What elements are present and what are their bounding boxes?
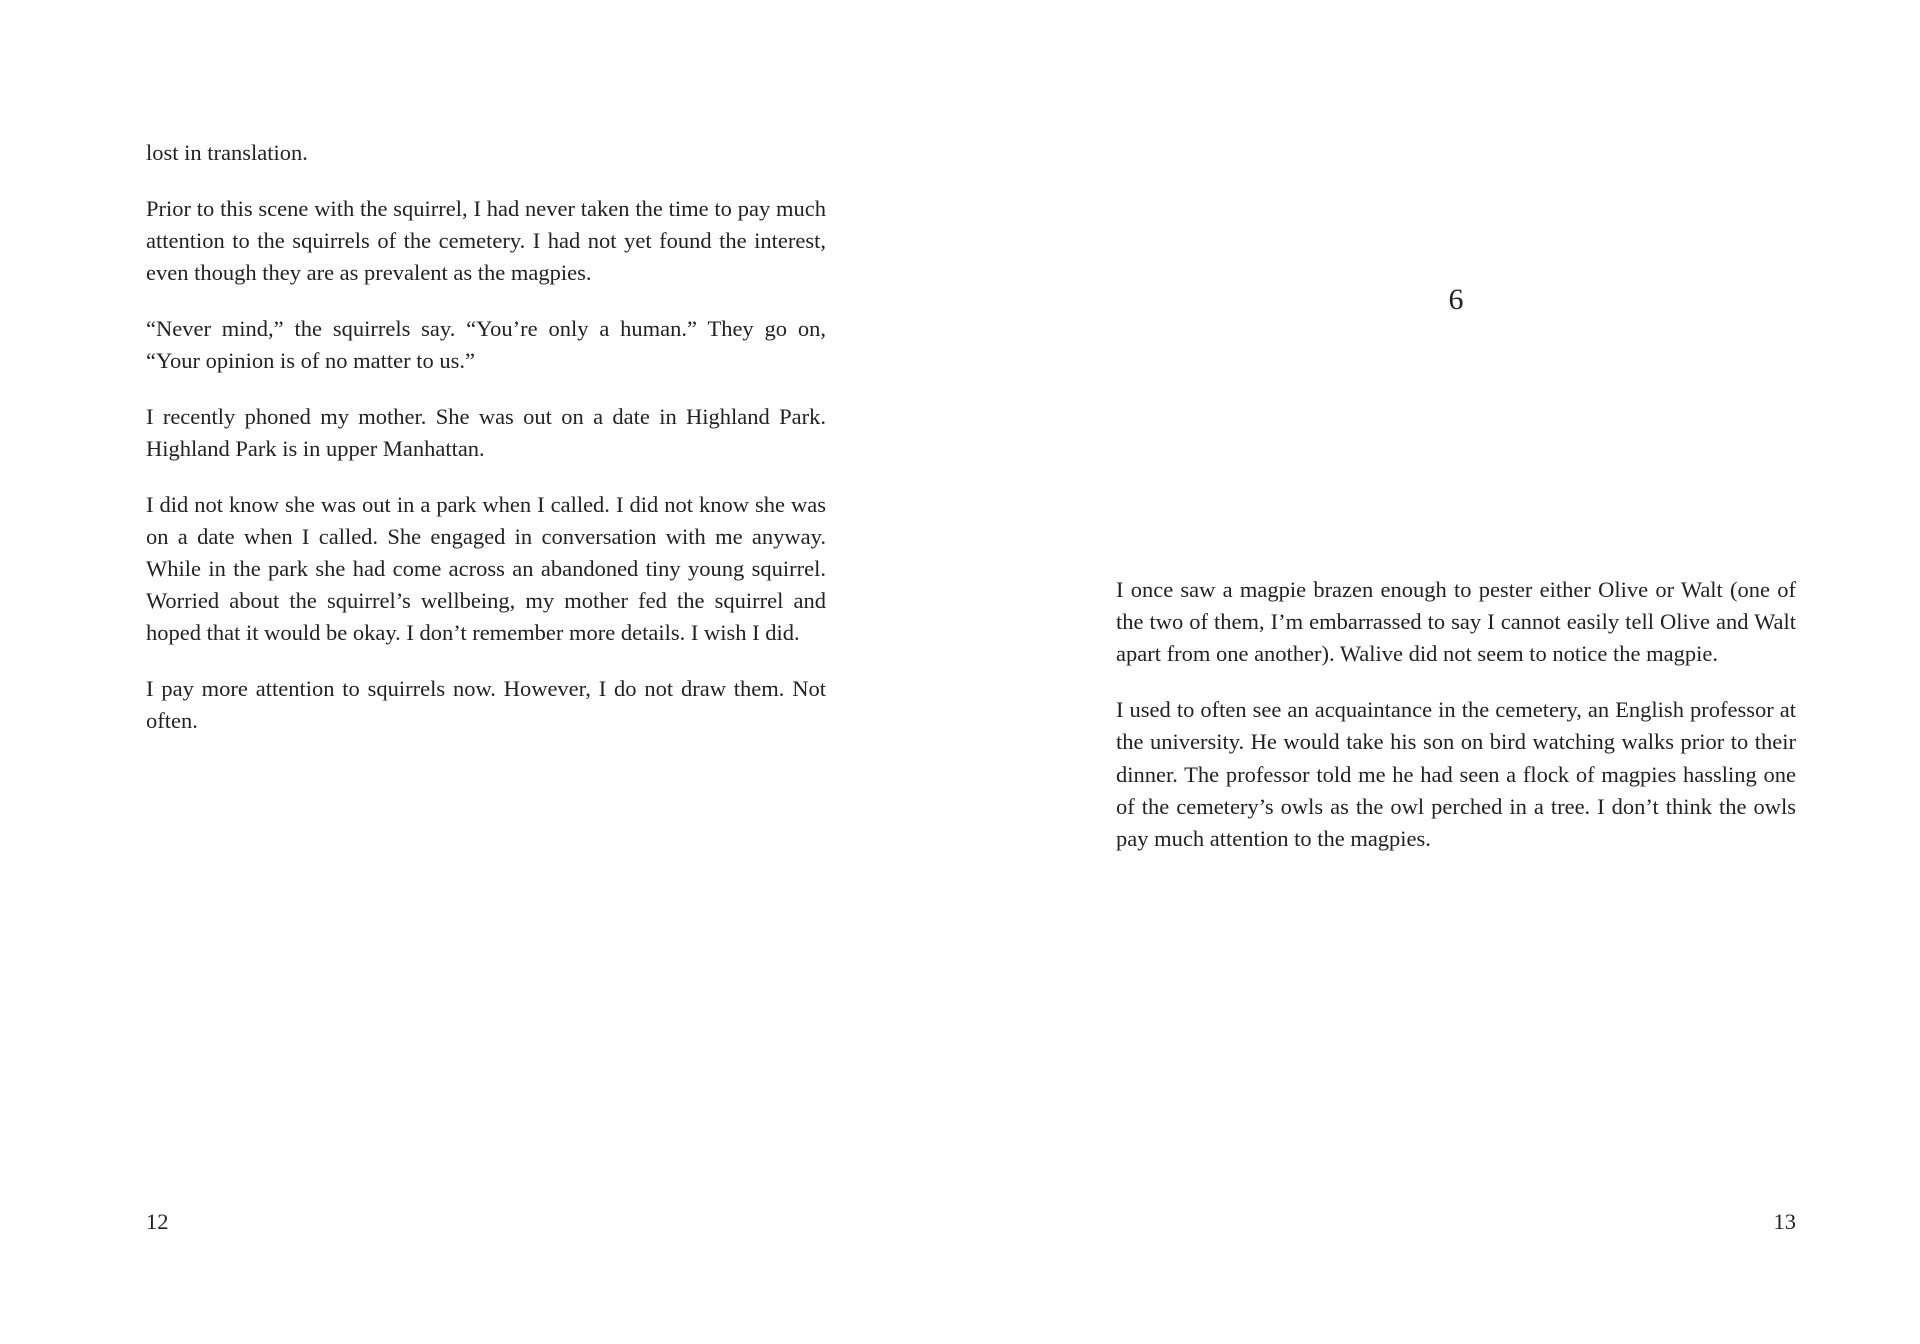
paragraph: I recently phoned my mother. She was out on a date in Highland Park. Highland Park is in upper Manhattan.	[146, 403, 826, 461]
paragraph: “Never mind,” the squirrels say. “You’re only a human.” They go on, “Your opinion is of no matter to us.”	[146, 315, 826, 374]
right-page-body	[1116, 574, 1796, 855]
paragraph: I pay more attention to squirrels now. However, I do not draw them. Not often.	[146, 676, 826, 734]
page-number-right: 13	[1773, 1209, 1796, 1234]
page-number-left: 12	[146, 1209, 169, 1234]
paragraph: lost in translation.	[146, 140, 308, 165]
paragraph: I used to often see an acquaintance in the cemetery, an English professor at the university. He would take his son on bird watching walks prior to their dinner. The professor told me he had seen a flock of magpies hassling one of the cemetery’s owls as the owl perched in a tree. I don’t think the owls pay much attention to the magpies.	[1116, 697, 1796, 851]
paragraph: I once saw a magpie brazen enough to pester either Olive or Walt (one of the two of them, I’m embarrassed to say I cannot easily tell Olive and Walt apart from one another). Walive did not seem to notice the magpie.	[1116, 577, 1796, 667]
left-page-body	[146, 137, 826, 738]
paragraph: Prior to this scene with the squirrel, I had never taken the time to pay much attention to the squirrels of the cemetery. I had not yet found the interest, even though they are as prevalent as the magpies.	[146, 195, 826, 286]
paragraph: I did not know she was out in a park when I called. I did not know she was on a date when I called. She engaged in conversation with me anyway. While in the park she had come across an abandoned tiny young squirrel. Worried about the squirrel’s wellbeing, my mother fed the squirrel and hoped that it would be okay. I don’t remember more details. I wish I did.	[146, 491, 826, 646]
chapter-number: 6	[1448, 283, 1464, 316]
